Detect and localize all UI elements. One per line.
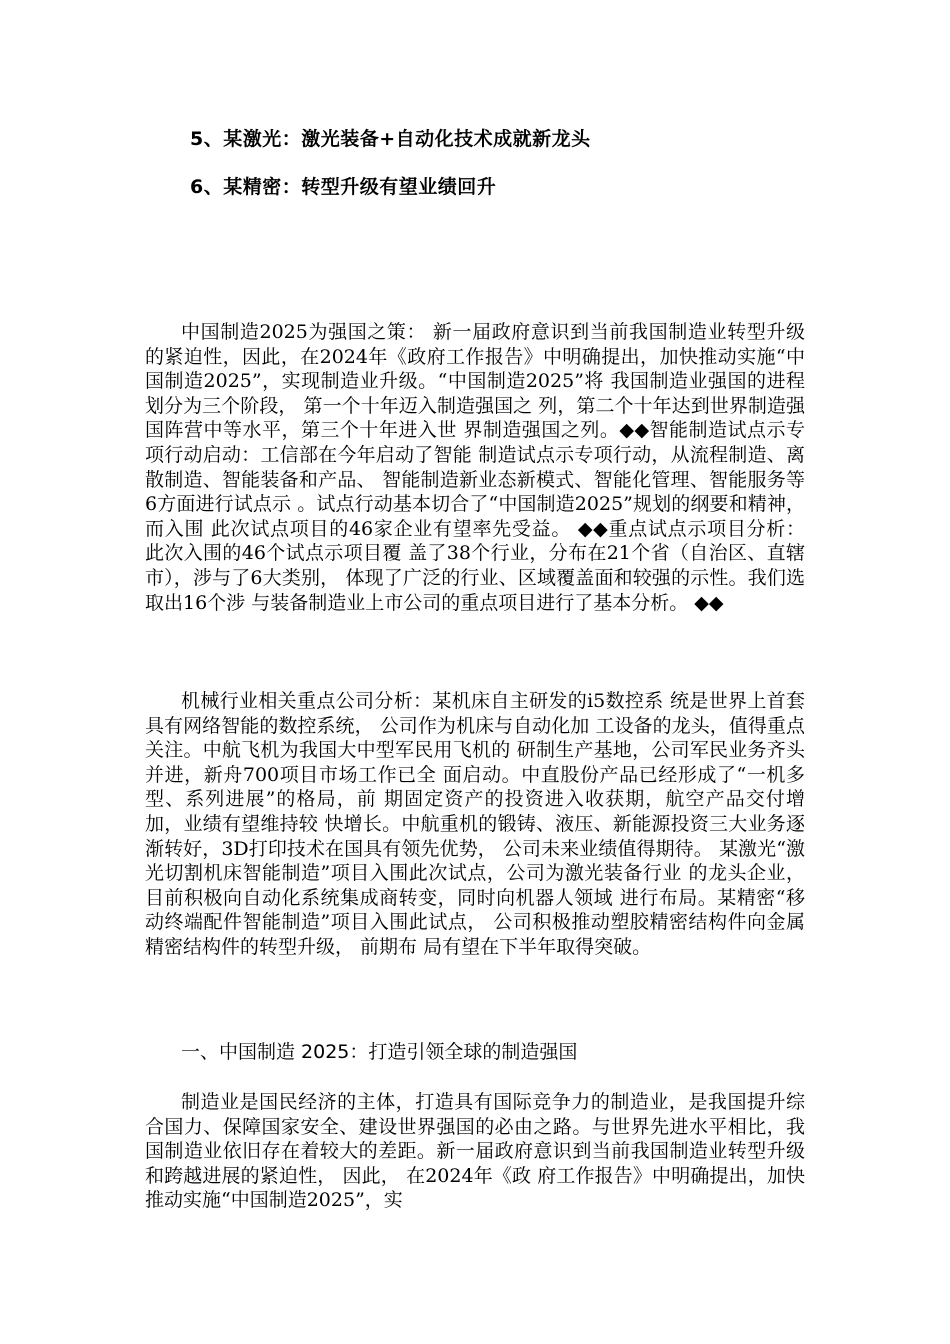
paragraph-summary: 中国制造2025为强国之策： 新一届政府意识到当前我国制造业转型升级的紧迫性，因此，在2024年《政府工作报告》中明确提出，加快推动实施“中国制造2025”，实现制造业升级。“中国制造2025”将 我国制造业强国的进程划分为三个阶段， 第一个十年迈入制造强国之 列，第二个十年达到世界制造强国阵营中等水平，第三个十年进入世 界制造强国之列。◆◆智能制造试点示专项行动启动：工信部在今年启动了智能 制造试点示专项行动，从流程制造、离散制造、智能装备和产品、 智能制造新业态新模式、智能化管理、智能服务等6方面进行试点示 。试点行动基本切合了“中国制造2025”规划的纲要和精神，而入围 此次试点项目的46家企业有望率先受益。 ◆◆重点试点示项目分析： 此次入围的46个试点示项目覆 盖了38个行业，分布在21个省（自治区、直辖市），涉与了6大类别， 体现了广泛的行业、区域覆盖面和较强的示性。我们选取出16个涉 与装备制造业上市公司的重点项目进行了基本分析。 ◆◆ [145,321,805,614]
paragraph-company-analysis: 机械行业相关重点公司分析：某机床自主研发的i5数控系 统是世界上首套具有网络智能的数控系统， 公司作为机床与自动化加 工设备的龙头，值得重点关注。中航飞机为我国大中型军民用飞机的 研制生产基地，公司军民业务齐头并进，新舟700项目市场工作已全 面启动。中直股份产品已经形成了“一机多型、系列进展”的格局，前 期固定资产的投资进入收获期，航空产品交付增加，业绩有望维持较 快增长。中航重机的锻铸、液压、新能源投资三大业务逐渐转好，3D打印技术在国具有领先优势， 公司未来业绩值得期待。 某激光“激 光切割机床智能制造”项目入围此次试点，公司为激光装备行业 的龙头企业，目前积极向自动化系统集成商转变，同时向机器人领域 进行布局。某精密“移动终端配件智能制造”项目入围此试点， 公司积极推动塑胶精密结构件向金属精密结构件的转型升级， 前期布 局有望在下半年取得突破。 [145,690,805,958]
chapter-heading-1: 一、中国制造 2025：打造引领全球的制造强国 [181,1041,578,1063]
section-heading-5: 5、某激光：激光装备+自动化技术成就新龙头 [190,128,591,150]
section-heading-6: 6、某精密：转型升级有望业绩回升 [190,176,497,198]
paragraph-chapter-1-intro: 制造业是国民经济的主体，打造具有国际竞争力的制造业，是我国提升综合国力、保障国家安全、建设世界强国的必由之路。与世界先进水平相比，我国制造业依旧存在着较大的差距。新一届政府意识到当前我国制造业转型升级和跨越进展的紧迫性， 因此， 在2024年《政 府工作报告》中明确提出，加快推动实施“中国制造2025”，实 [145,1091,805,1212]
